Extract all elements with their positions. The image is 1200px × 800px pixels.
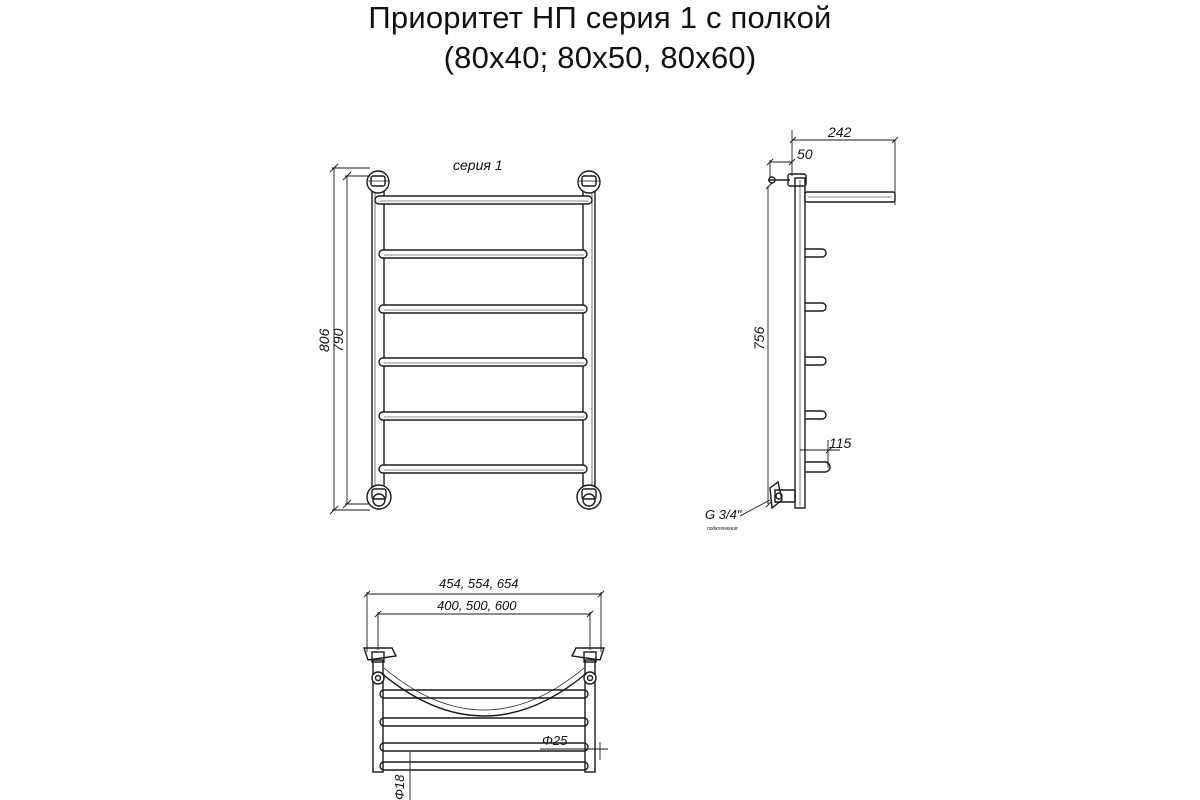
side-dimension-lines [740, 130, 898, 516]
top-left-fitting [367, 171, 389, 193]
front-view [330, 164, 601, 514]
rung-4 [379, 358, 587, 366]
shelf-rail-2 [380, 718, 588, 726]
dim-806: 806 [316, 328, 332, 352]
right-post [583, 178, 595, 498]
series-label: серия 1 [453, 157, 503, 173]
side-view [740, 130, 898, 516]
top-view [364, 591, 608, 800]
bottom-left-valve [367, 485, 391, 509]
thread-label: G 3/4" [705, 507, 742, 522]
side-rung-2 [805, 303, 826, 311]
rung-2 [379, 250, 587, 258]
rung-6 [379, 465, 587, 473]
shelf-rail-4 [380, 762, 588, 770]
rung-3 [379, 305, 587, 313]
side-valve [770, 482, 795, 508]
top-right-fitting-plan [572, 648, 604, 684]
dim-shelf-tube: Φ25 [542, 733, 568, 748]
top-right-fitting [578, 171, 600, 193]
dim-115: 115 [829, 435, 852, 451]
side-rung-3 [805, 357, 826, 365]
dim-756: 756 [751, 326, 767, 350]
dim-790: 790 [330, 328, 346, 352]
shelf-rail-1 [380, 690, 588, 698]
top-left-fitting-plan [364, 648, 396, 684]
bottom-right-valve [577, 485, 601, 509]
rung-1 [375, 196, 592, 204]
side-rung-5 [805, 462, 830, 472]
dim-overall-width: 454, 554, 654 [439, 576, 519, 591]
dim-rail-tube: Φ18 [392, 774, 407, 800]
dim-center-width: 400, 500, 600 [437, 598, 517, 613]
connection-label: подключения [707, 526, 738, 532]
drawing-title: Приоритет НП серия 1 с полкой [368, 0, 832, 35]
drawing-subtitle: (80х40; 80х50, 80х60) [443, 40, 757, 75]
dim-50: 50 [797, 146, 813, 162]
side-rung-4 [805, 411, 826, 419]
rung-5 [379, 412, 587, 420]
dim-242: 242 [828, 124, 852, 140]
left-post [372, 178, 384, 498]
side-rung-1 [805, 249, 826, 257]
